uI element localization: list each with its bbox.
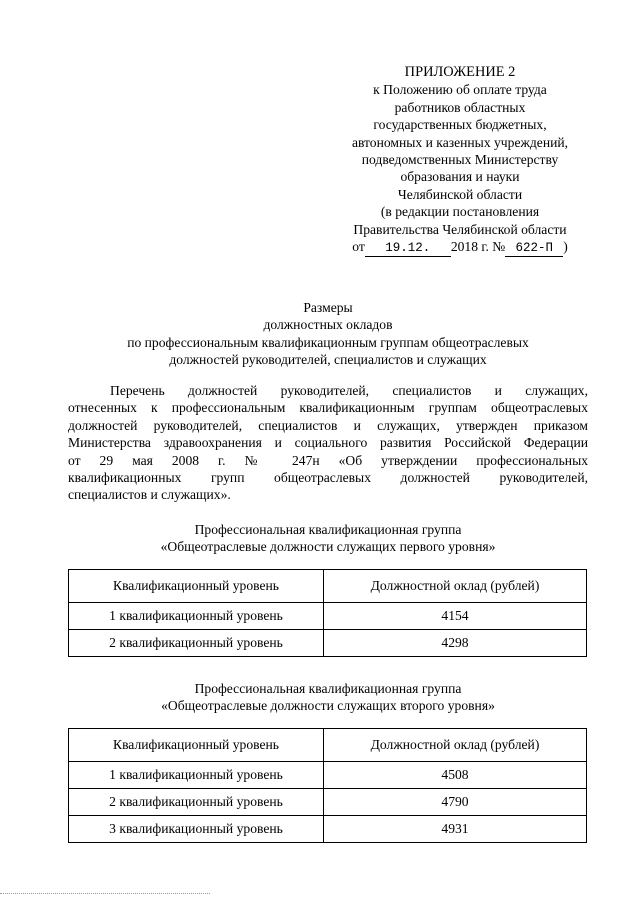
salary-cell: 4298 [324, 630, 587, 657]
group-1-heading [60, 521, 596, 556]
year-text: 2018 г. № [450, 239, 506, 255]
table-header-row [69, 729, 587, 762]
level-cell: 2 квалификационный уровень [69, 630, 324, 657]
intro-paragraph [68, 382, 588, 504]
document-title [60, 299, 596, 369]
appendix-heading: ПРИЛОЖЕНИЕ 2 [404, 64, 516, 80]
appendix-line: государственных бюджетных, [373, 117, 547, 133]
level-cell: 2 квалификационный уровень [69, 789, 324, 816]
table-row [69, 816, 587, 843]
number-value: 622-П [505, 241, 563, 257]
title-line: Размеры [303, 300, 353, 315]
group-heading-line: Профессиональная квалификационная группа [194, 522, 462, 537]
group-2-heading [60, 680, 596, 715]
title-line: должностных окладов [263, 317, 393, 333]
table-row [69, 603, 587, 630]
column-header-salary: Должностной оклад (рублей) [324, 729, 587, 762]
group-heading-line: «Общеотраслевые должности служащих первого уровня» [160, 539, 496, 555]
date-value: 19.12. [365, 241, 451, 257]
appendix-line: подведомственных Министерству [361, 152, 559, 168]
paragraph-line: от 29 мая 2008 г. № 247н «Об утверждении профессиональных [68, 452, 588, 468]
paragraph-line: специалистов и служащих». [68, 487, 231, 503]
appendix-line: к Положению об оплате труда [373, 82, 547, 98]
level-cell: 1 квалификационный уровень [69, 762, 324, 789]
paragraph-line: должностей руководителей, специалистов и служащих, утвержден приказом [68, 417, 588, 433]
salary-cell: 4508 [324, 762, 587, 789]
appendix-line: (в редакции постановления [380, 204, 540, 220]
paragraph-line: квалификационных групп общеотраслевых должностей руководителей, [68, 470, 588, 486]
close-paren: ) [563, 239, 568, 255]
appendix-block [334, 64, 586, 257]
paragraph-line: Министерства здравоохранения и социального развития Российской Федерации [68, 435, 588, 451]
appendix-date-line [334, 238, 586, 257]
table-row [69, 789, 587, 816]
appendix-line: работников областных [394, 99, 526, 115]
group-heading-line: Профессиональная квалификационная группа [194, 681, 462, 696]
paragraph-line: Перечень должностей руководителей, специалистов и служащих, [110, 383, 588, 398]
scan-edge-divider [0, 893, 210, 896]
column-header-salary: Должностной оклад (рублей) [324, 570, 587, 603]
group-1-table [68, 569, 587, 657]
appendix-line: образования и науки [400, 169, 520, 185]
level-cell: 3 квалификационный уровень [69, 816, 324, 843]
appendix-line: автономных и казенных учреждений, [351, 134, 569, 150]
level-cell: 1 квалификационный уровень [69, 603, 324, 630]
appendix-line: Челябинской области [397, 186, 523, 202]
table-row [69, 762, 587, 789]
salary-cell: 4931 [324, 816, 587, 843]
group-heading-line: «Общеотраслевые должности служащих второго уровня» [161, 698, 495, 714]
column-header-level: Квалификационный уровень [69, 729, 324, 762]
date-prefix: от [352, 239, 365, 255]
title-line: по профессиональным квалификационным группам общеотраслевых [127, 334, 529, 350]
salary-cell: 4790 [324, 789, 587, 816]
table-header-row [69, 570, 587, 603]
title-line: должностей руководителей, специалистов и служащих [169, 352, 487, 368]
table-row [69, 630, 587, 657]
column-header-level: Квалификационный уровень [69, 570, 324, 603]
group-2-table [68, 728, 587, 843]
paragraph-line: отнесенных к профессиональным квалификационным группам общеотраслевых [68, 400, 588, 416]
appendix-line: Правительства Челябинской области [353, 221, 567, 237]
salary-cell: 4154 [324, 603, 587, 630]
